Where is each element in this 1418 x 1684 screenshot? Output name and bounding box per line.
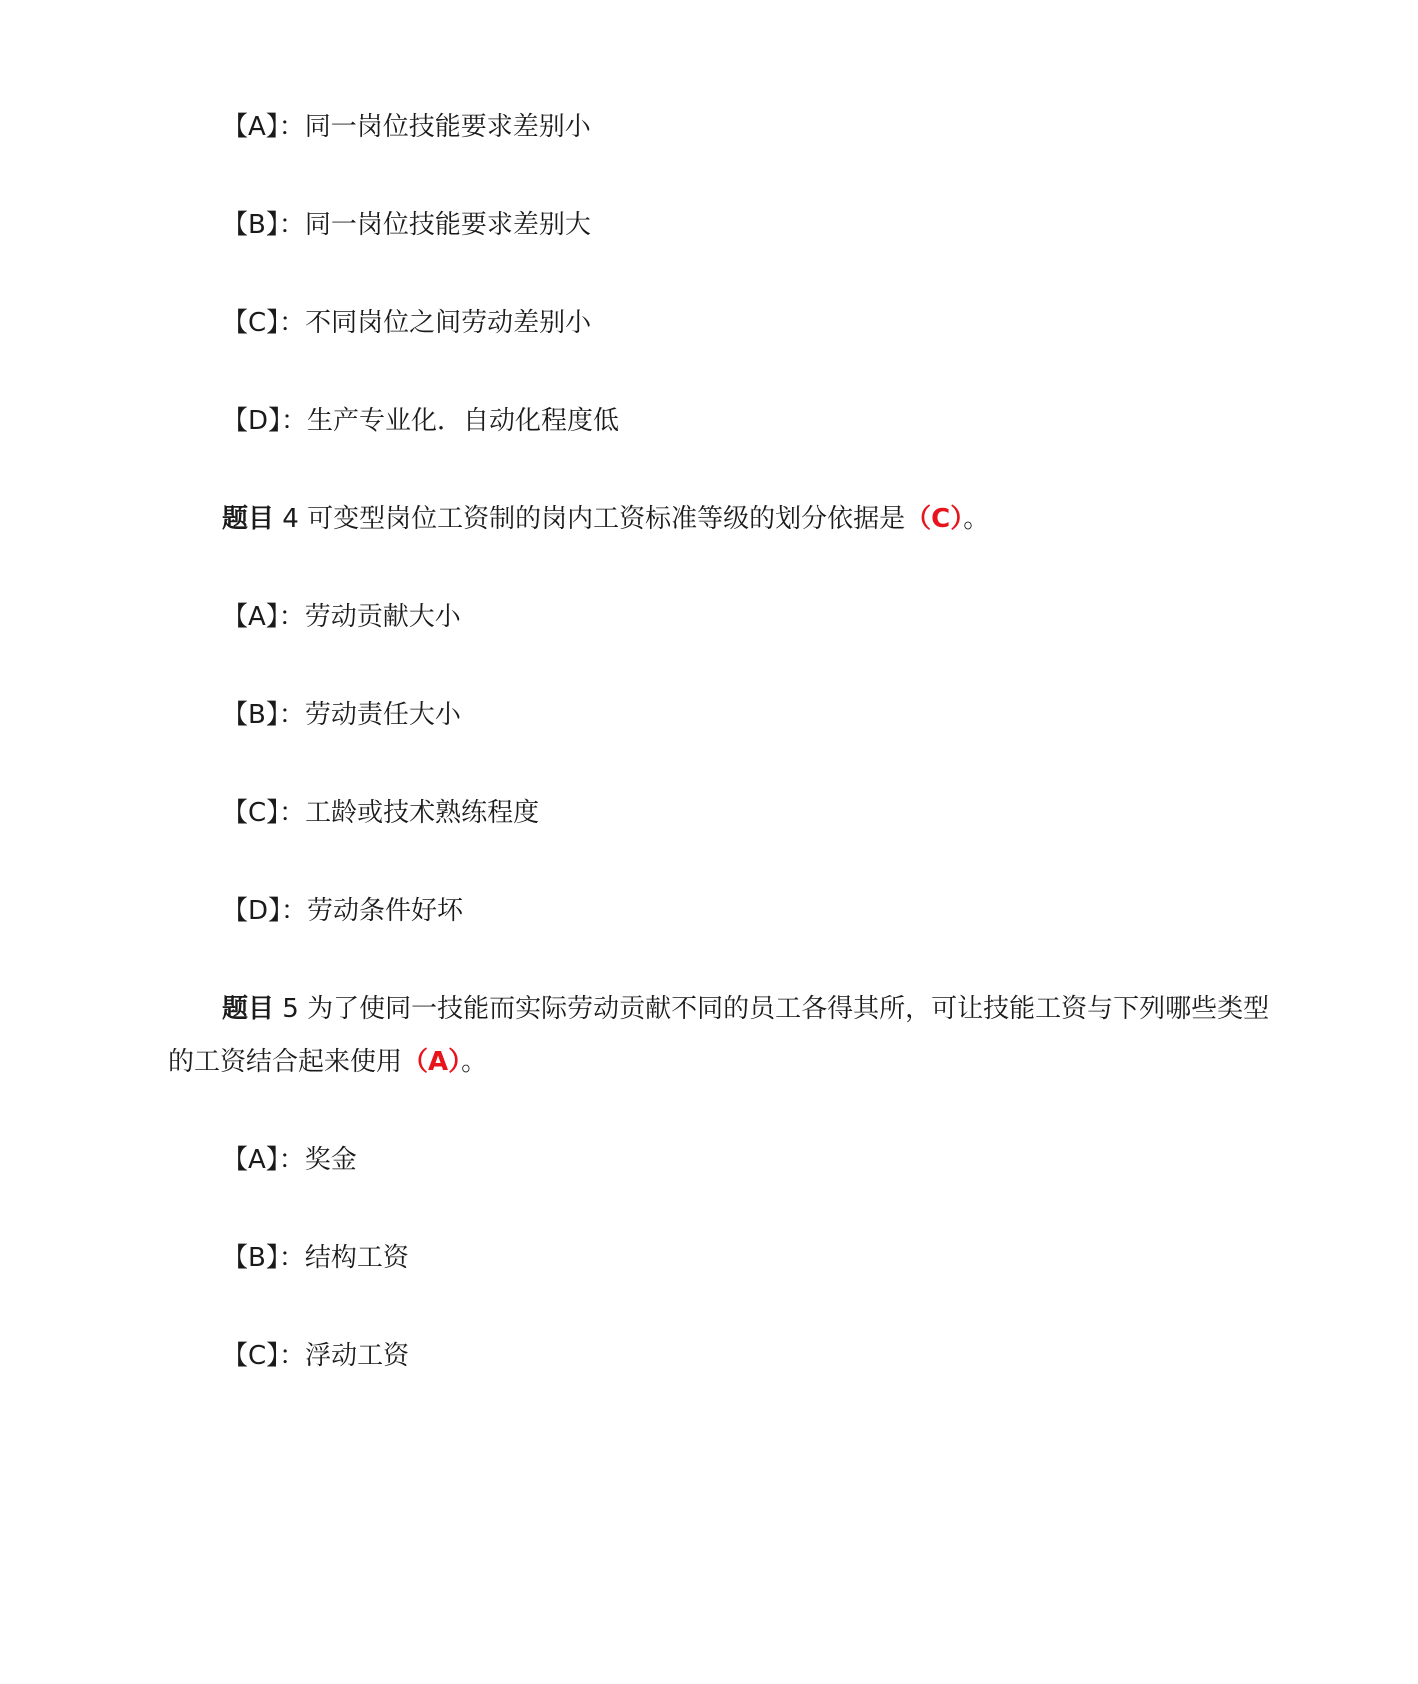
- option-b: [222, 1241, 409, 1275]
- option-text: ：劳动贡献大小: [278, 602, 461, 632]
- option-text: ：生产专业化．自动化程度低: [281, 406, 620, 436]
- option-c: [222, 796, 539, 830]
- question-text: 可变型岗位工资制的岗内工资标准等级的划分依据是: [307, 504, 906, 534]
- option-marker: 【A】: [222, 602, 279, 632]
- answer-highlight: （A）: [402, 1047, 462, 1077]
- option-c: [222, 1339, 409, 1373]
- option-b: [222, 208, 591, 242]
- option-marker: 【D】: [222, 896, 282, 926]
- question-end: 。: [461, 1047, 488, 1077]
- option-text: ：奖金: [278, 1145, 357, 1175]
- option-text: ：工龄或技术熟练程度: [279, 798, 540, 828]
- option-a: [222, 600, 461, 634]
- option-d: [222, 404, 619, 438]
- question-5-continuation: [168, 1045, 487, 1079]
- question-number: 4: [282, 504, 299, 534]
- question-4: [222, 502, 989, 536]
- option-b: [222, 698, 461, 732]
- option-text: ：浮动工资: [279, 1341, 410, 1371]
- option-a: [222, 1143, 357, 1177]
- option-marker: 【B】: [222, 1243, 279, 1273]
- option-marker: 【C】: [222, 798, 280, 828]
- option-a: [222, 110, 591, 144]
- option-marker: 【B】: [222, 700, 279, 730]
- question-label: 题目: [222, 994, 275, 1024]
- option-marker: 【A】: [222, 112, 279, 142]
- option-c: [222, 306, 591, 340]
- question-label: 题目: [222, 504, 275, 534]
- question-text: 为了使同一技能而实际劳动贡献不同的员工各得其所，可让技能工资与下列哪些类型: [307, 994, 1270, 1024]
- option-text: ：同一岗位技能要求差别小: [278, 112, 591, 142]
- answer-highlight: （C）: [905, 504, 964, 534]
- question-5: [222, 992, 1269, 1026]
- option-marker: 【C】: [222, 308, 280, 338]
- option-marker: 【D】: [222, 406, 282, 436]
- question-number: 5: [282, 994, 299, 1024]
- option-d: [222, 894, 463, 928]
- option-marker: 【B】: [222, 210, 279, 240]
- option-marker: 【A】: [222, 1145, 279, 1175]
- question-end: 。: [963, 504, 990, 534]
- option-text: ：同一岗位技能要求差别大: [278, 210, 591, 240]
- option-text: ：劳动责任大小: [278, 700, 461, 730]
- option-marker: 【C】: [222, 1341, 280, 1371]
- option-text: ：劳动条件好坏: [281, 896, 464, 926]
- option-text: ：结构工资: [278, 1243, 409, 1273]
- option-text: ：不同岗位之间劳动差别小: [279, 308, 592, 338]
- question-text: 的工资结合起来使用: [168, 1047, 403, 1077]
